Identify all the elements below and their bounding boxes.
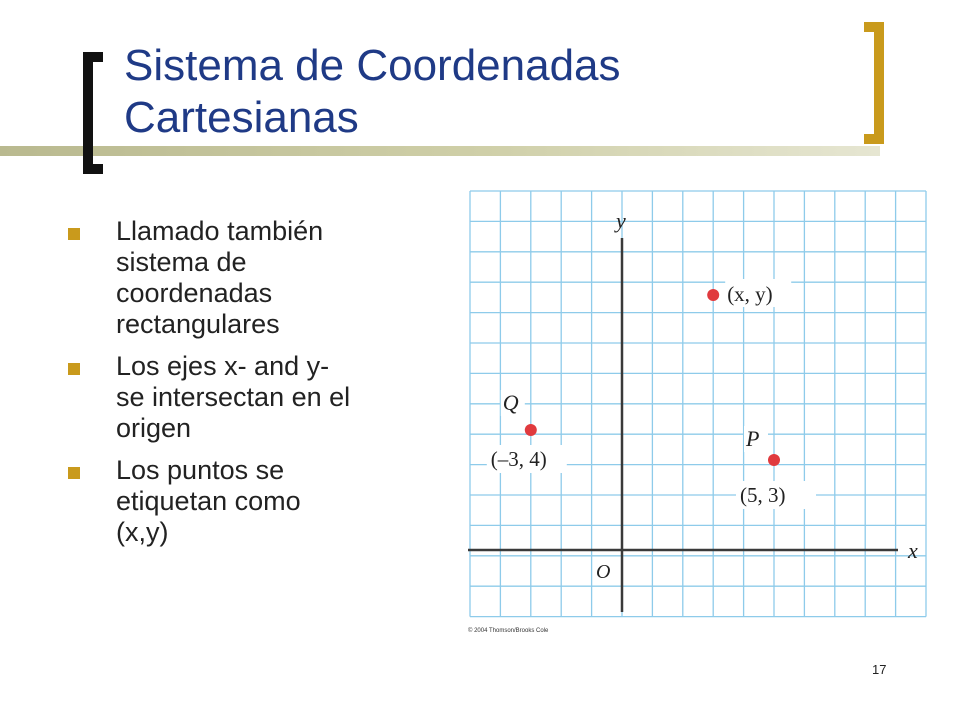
y-axis-label: y <box>616 208 626 233</box>
title-line-1: Sistema de Coordenadas <box>124 41 621 90</box>
bullet-line: rectangulares <box>116 309 280 339</box>
point-coords-label: (–3, 4) <box>490 447 547 471</box>
point-name-label: Q <box>502 390 519 415</box>
x-axis-label: x <box>908 538 918 563</box>
bullet-item <box>66 455 446 548</box>
right-bracket-decoration <box>864 22 884 144</box>
bullet-line: coordenadas <box>116 278 273 308</box>
bullet-line: sistema de <box>116 247 247 277</box>
bullet-square-icon <box>68 467 80 479</box>
cartesian-plane <box>466 186 936 636</box>
copyright-credit: © 2004 Thomson/Brooks Cole <box>468 628 549 634</box>
bullet-item <box>66 351 446 444</box>
bullet-line: Los puntos se <box>116 455 285 485</box>
point-marker <box>487 390 567 473</box>
bullet-square-icon <box>68 228 80 240</box>
cartesian-plane-figure <box>466 186 936 636</box>
title-line-2: Cartesianas <box>124 93 359 142</box>
left-bracket-decoration <box>83 52 103 174</box>
point-dot <box>768 454 780 466</box>
bullet-line: etiquetan como <box>116 486 301 516</box>
bullet-list <box>66 216 446 559</box>
bullet-item <box>66 216 446 340</box>
point-marker <box>707 279 791 307</box>
bullet-line: (x,y) <box>116 517 169 547</box>
title-underline <box>0 146 880 156</box>
points-layer <box>487 279 816 509</box>
page-number: 17 <box>872 662 887 677</box>
bullet-line: origen <box>116 413 192 443</box>
bullet-line: Los ejes x- and y- <box>116 351 330 381</box>
bullet-line: Llamado también <box>116 216 324 246</box>
grid-lines <box>470 191 926 617</box>
slide-title <box>124 40 844 144</box>
origin-label: O <box>596 561 611 583</box>
point-name-label: P <box>746 426 760 451</box>
bullet-square-icon <box>68 363 80 375</box>
point-coords-label: (5, 3) <box>740 483 786 507</box>
point-dot <box>525 424 537 436</box>
point-coords-label: (x, y) <box>727 282 773 306</box>
bullet-line: se intersectan en el <box>116 382 351 412</box>
point-dot <box>707 289 719 301</box>
